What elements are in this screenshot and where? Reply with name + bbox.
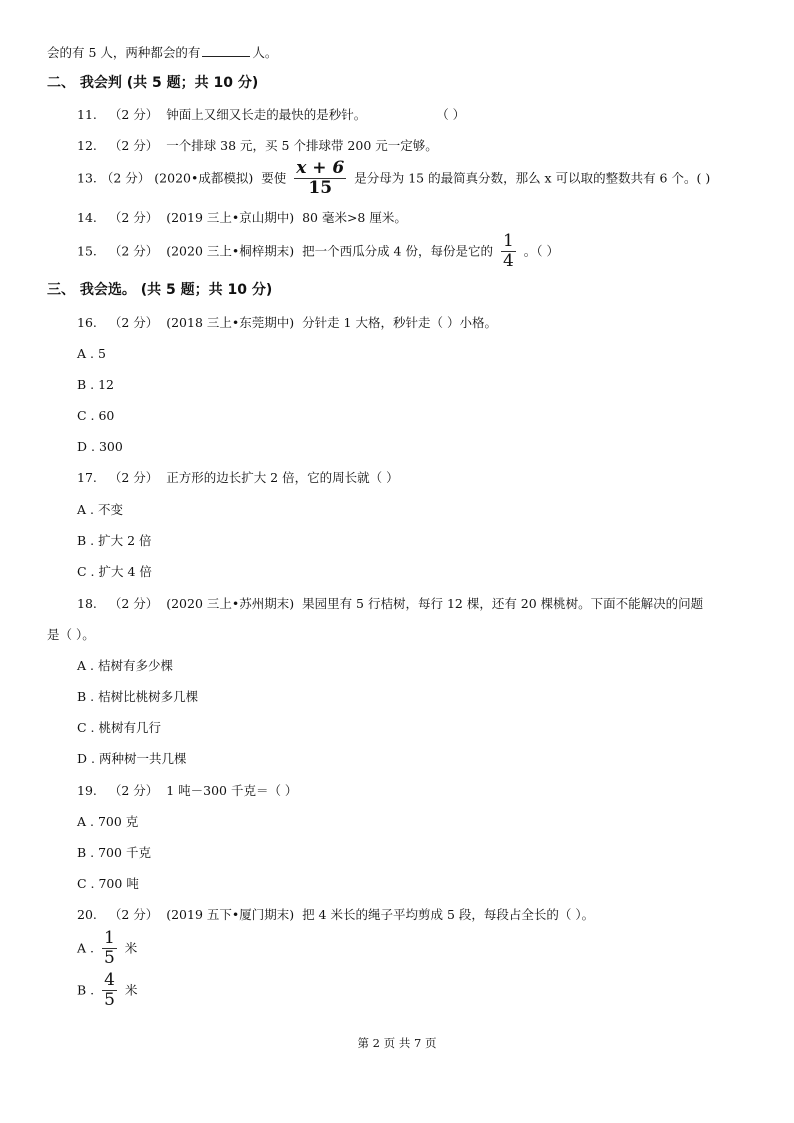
option-17-b[interactable]: B . 扩大 2 倍 <box>77 533 152 548</box>
question-15: 15. （2 分） (2020 三上•桐梓期末) 把一个西瓜分成 4 份，每份是它的 $\frac{1}{4}$ 。（ ） <box>77 231 560 271</box>
question-11: 11. （2 分） 钟面上又细又长走的最快的是秒针。 （ ） <box>77 107 466 122</box>
question-18-continued: 是（ ）。 <box>47 627 95 642</box>
option-16-c[interactable]: C . 60 <box>77 408 115 423</box>
option-20-b[interactable]: B . $\frac{4}{5}$ 米 <box>77 970 138 1010</box>
answer-paren[interactable]: （ ） <box>436 107 466 122</box>
fraction-one-fifth: $\frac{1}{5}$ <box>103 928 115 968</box>
question-19: 19. （2 分） 1 吨－300 千克＝（ ） <box>77 783 298 798</box>
question-13: 13. （2 分） (2020•成都模拟) 要使 $\frac{x + 6}{15}$ 是分母为 15 的最简真分数，那么 x 可以取的整数共有 6 个。( ) <box>77 158 711 198</box>
option-20-a[interactable]: A . $\frac{1}{5}$ 米 <box>77 928 138 968</box>
option-18-a[interactable]: A . 桔树有多少棵 <box>77 658 173 673</box>
option-16-b[interactable]: B . 12 <box>77 377 115 392</box>
question-14: 14. （2 分） (2019 三上•京山期中) 80 毫米>8 厘米。 <box>77 210 407 225</box>
fraction-one-quarter: $\frac{1}{4}$ <box>502 231 514 271</box>
answer-blank[interactable] <box>202 44 250 57</box>
question-12: 12. （2 分） 一个排球 38 元，买 5 个排球带 200 元一定够。 <box>77 138 438 153</box>
fraction-four-fifths: $\frac{4}{5}$ <box>104 970 115 1010</box>
option-19-c[interactable]: C . 700 吨 <box>77 876 139 891</box>
page-footer: 第 2 页 共 7 页 <box>357 1036 437 1050</box>
section-2-heading: 二、 我会判 (共 5 题；共 10 分) <box>47 75 259 91</box>
question-16: 16. （2 分） (2018 三上•东莞期中) 分针走 1 大格，秒针走（ ）小格。 <box>77 315 497 330</box>
question-17: 17. （2 分） 正方形的边长扩大 2 倍，它的周长就（ ） <box>77 470 399 485</box>
question-20: 20. （2 分） (2019 五下•厦门期末) 把 4 米长的绳子平均剪成 5 段，每段占全长的（ ）。 <box>77 907 595 922</box>
option-17-a[interactable]: A . 不变 <box>77 502 123 517</box>
option-16-a[interactable]: A . 5 <box>77 346 106 361</box>
option-19-a[interactable]: A . 700 克 <box>77 814 139 829</box>
option-18-d[interactable]: D . 两种树一共几棵 <box>77 751 187 766</box>
option-19-b[interactable]: B . 700 千克 <box>77 845 151 860</box>
carryover-line: 会的有 5 人，两种都会的有 人。 <box>47 45 278 60</box>
fraction-x-plus-6-over-15: $\frac{x + 6}{15}$ <box>296 158 345 198</box>
option-18-b[interactable]: B . 桔树比桃树多几棵 <box>77 689 199 704</box>
option-17-c[interactable]: C . 扩大 4 倍 <box>77 564 152 579</box>
option-16-d[interactable]: D . 300 <box>77 439 123 454</box>
section-3-heading: 三、 我会选。 (共 5 题；共 10 分) <box>47 282 273 298</box>
question-18: 18. （2 分） (2020 三上•苏州期末) 果园里有 5 行桔树，每行 12 棵，还有 20 棵桃树。下面不能解决的问题 <box>77 596 704 611</box>
option-18-c[interactable]: C . 桃树有几行 <box>77 720 161 735</box>
